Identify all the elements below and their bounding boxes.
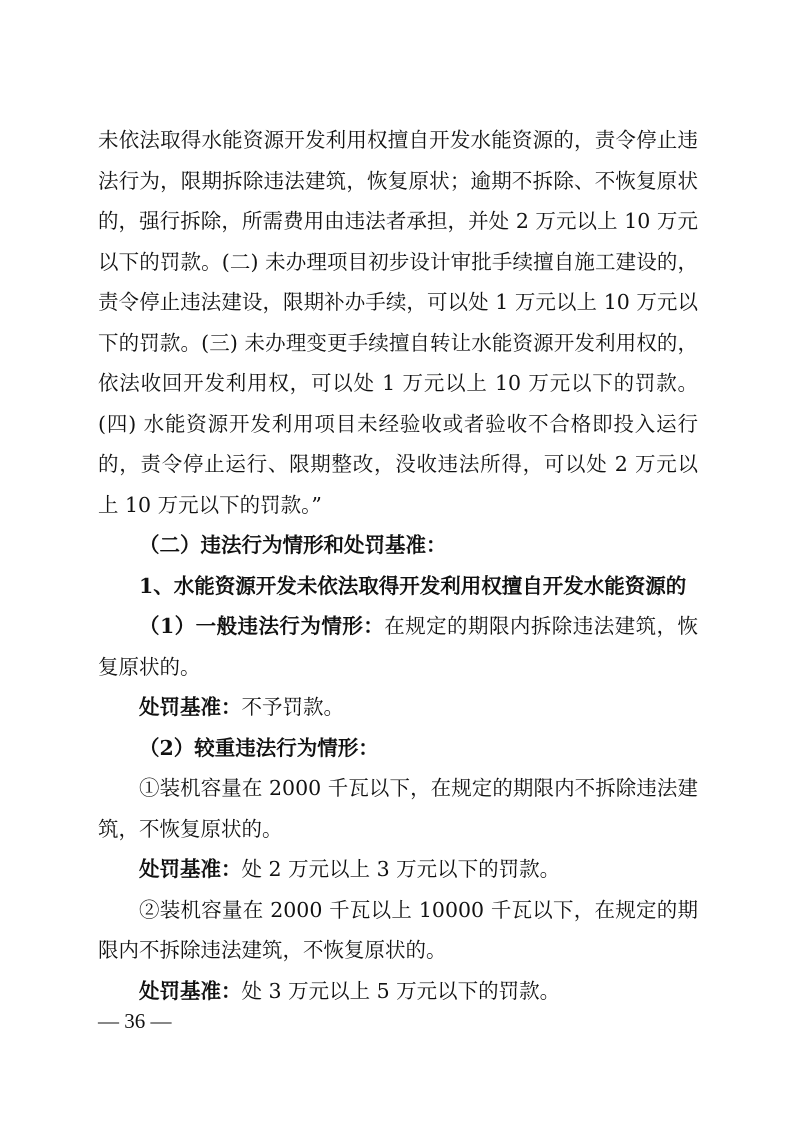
page-number: — 36 —: [98, 1009, 172, 1033]
serious-case-1: ①装机容量在 2000 千瓦以下，在规定的期限内不拆除违法建筑，不恢复原状的。: [98, 776, 698, 841]
section-heading: （二）违法行为情形和处罚基准：: [139, 533, 447, 557]
penalty-label: 处罚基准：: [139, 695, 242, 719]
penalty-label: 处罚基准：: [139, 857, 242, 881]
serious-violation-heading: （2）较重违法行为情形：: [139, 735, 379, 760]
item-heading: 1、水能资源开发未依法取得开发利用权擅自开发水能资源的: [139, 573, 687, 598]
general-penalty-paragraph: [98, 687, 698, 728]
serious-case-2: ②装机容量在 2000 千瓦以上 10000 千瓦以下，在规定的期限内不拆除违法建筑，不恢复原状的。: [98, 897, 698, 962]
continuation-paragraph: 未依法取得水能资源开发利用权擅自开发水能资源的，责令停止违法行为，限期拆除违法建筑，恢复原状；逾期不拆除、不恢复原状的，强行拆除，所需费用由违法者承担，并处 2 万元以上 10 万元以下的罚款。(二) 未办理项目初步设计审批手续擅自施工建设的，责令停止违法建设，限期补办手续，可以处 1 万元以上 10 万元以下的罚款。(三) 未办理变更手续擅自转让水能资源开发利用权的，依法收回开发利用权，可以处 1 万元以上 10 万元以下的罚款。(四) 水能资源开发利用项目未经验收或者验收不合格即投入运行的，责令停止运行、限期整改，没收违法所得，可以处 2 万元以上 10 万元以下的罚款。”: [98, 128, 698, 517]
penalty-label: 处罚基准：: [139, 978, 242, 1003]
general-violation-text: 在规定的期限内拆除违法建筑，恢复原状的。: [98, 614, 699, 679]
general-violation-paragraph: [98, 606, 698, 687]
penalty-text: 处 2 万元以上 3 万元以下的罚款。: [241, 857, 561, 881]
general-violation-label: （1）一般违法行为情形：: [139, 614, 385, 638]
document-body: [98, 120, 698, 1011]
penalty-text: 不予罚款。: [241, 695, 344, 719]
penalty-text: 处 3 万元以上 5 万元以下的罚款。: [241, 978, 561, 1003]
serious-penalty-1-paragraph: [98, 849, 698, 890]
serious-penalty-2-paragraph: [98, 971, 698, 1012]
